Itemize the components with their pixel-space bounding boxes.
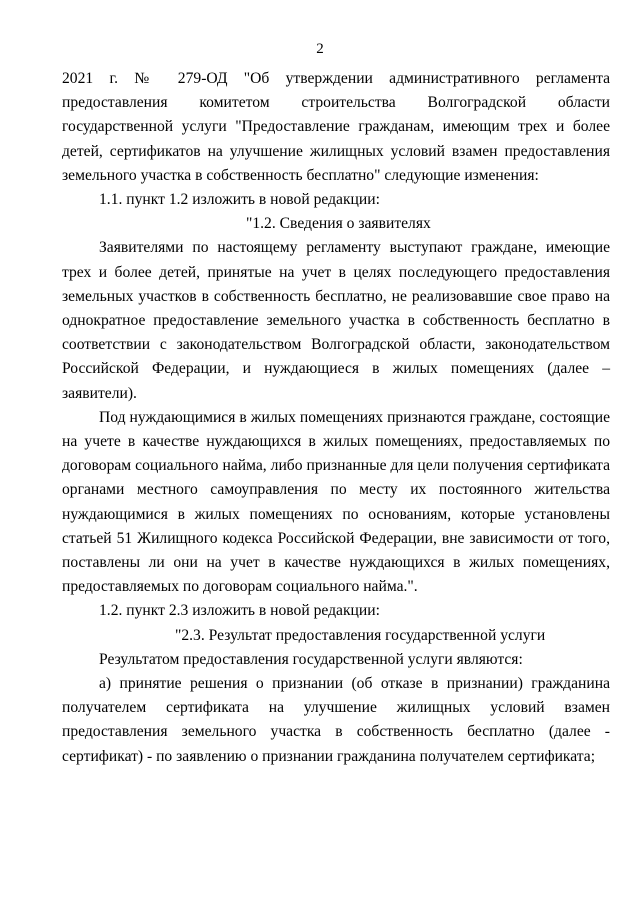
paragraph-result-item-a: а) принятие решения о признании (об отказе в признании) гражданина получателем сертификата на улучшение жилищных условий взамен предоставления земельного участка в собственность бесплатно (далее - сертификат) - по заявлению о признании гражданина получателем сертификата;	[62, 675, 610, 765]
paragraph-item-1-2: 1.2. пункт 2.3 изложить в новой редакции:	[99, 602, 380, 620]
paragraph-applicants: Заявителями по настоящему регламенту выступают граждане, имеющие трех и более детей, принятые на учет в целях последующего предоставления земельных участков в собственность бесплатно, не реализовавшие свое право на однократное предоставление земельного участка в собственность бесплатно в соответствии с законодательством Волгоградской области, законодательством Российской Федерации, и нуждающиеся в жилых помещениях (далее – заявители).	[62, 239, 610, 402]
document-body	[62, 67, 610, 769]
paragraph-service-result: Результатом предоставления государственной услуги являются:	[99, 650, 523, 668]
paragraph-item-1-1: 1.1. пункт 1.2 изложить в новой редакции:	[99, 191, 380, 209]
paragraph-amendment-intro: 2021 г. № 279-ОД "Об утверждении административного регламента предоставления комитетом строительства Волгоградской области государственной услуги "Предоставление гражданам, имеющим трех и более детей, сертификатов на улучшение жилищных условий взамен предоставления земельного участка в собственность бесплатно" следующие изменения:	[62, 70, 610, 184]
paragraph-needy-definition: Под нуждающимися в жилых помещениях признаются граждане, состоящие на учете в качестве нуждающихся в жилых помещениях, предоставляемых по договорам социального найма, либо признанные для цели получения сертификата органами местного самоуправления по месту их постоянного жительства нуждающимися в жилых помещениях по основаниям, которые установлены статьей 51 Жилищного кодекса Российской Федерации, вне зависимости от того, поставлены ли они на учет в качестве нуждающихся в жилых помещениях, предоставляемых по договорам социального найма.".	[62, 408, 610, 596]
section-heading-2-3: "2.3. Результат предоставления государственной услуги	[175, 626, 546, 644]
page-number: 2	[316, 41, 324, 57]
section-heading-1-2: "1.2. Сведения о заявителях	[246, 215, 431, 233]
